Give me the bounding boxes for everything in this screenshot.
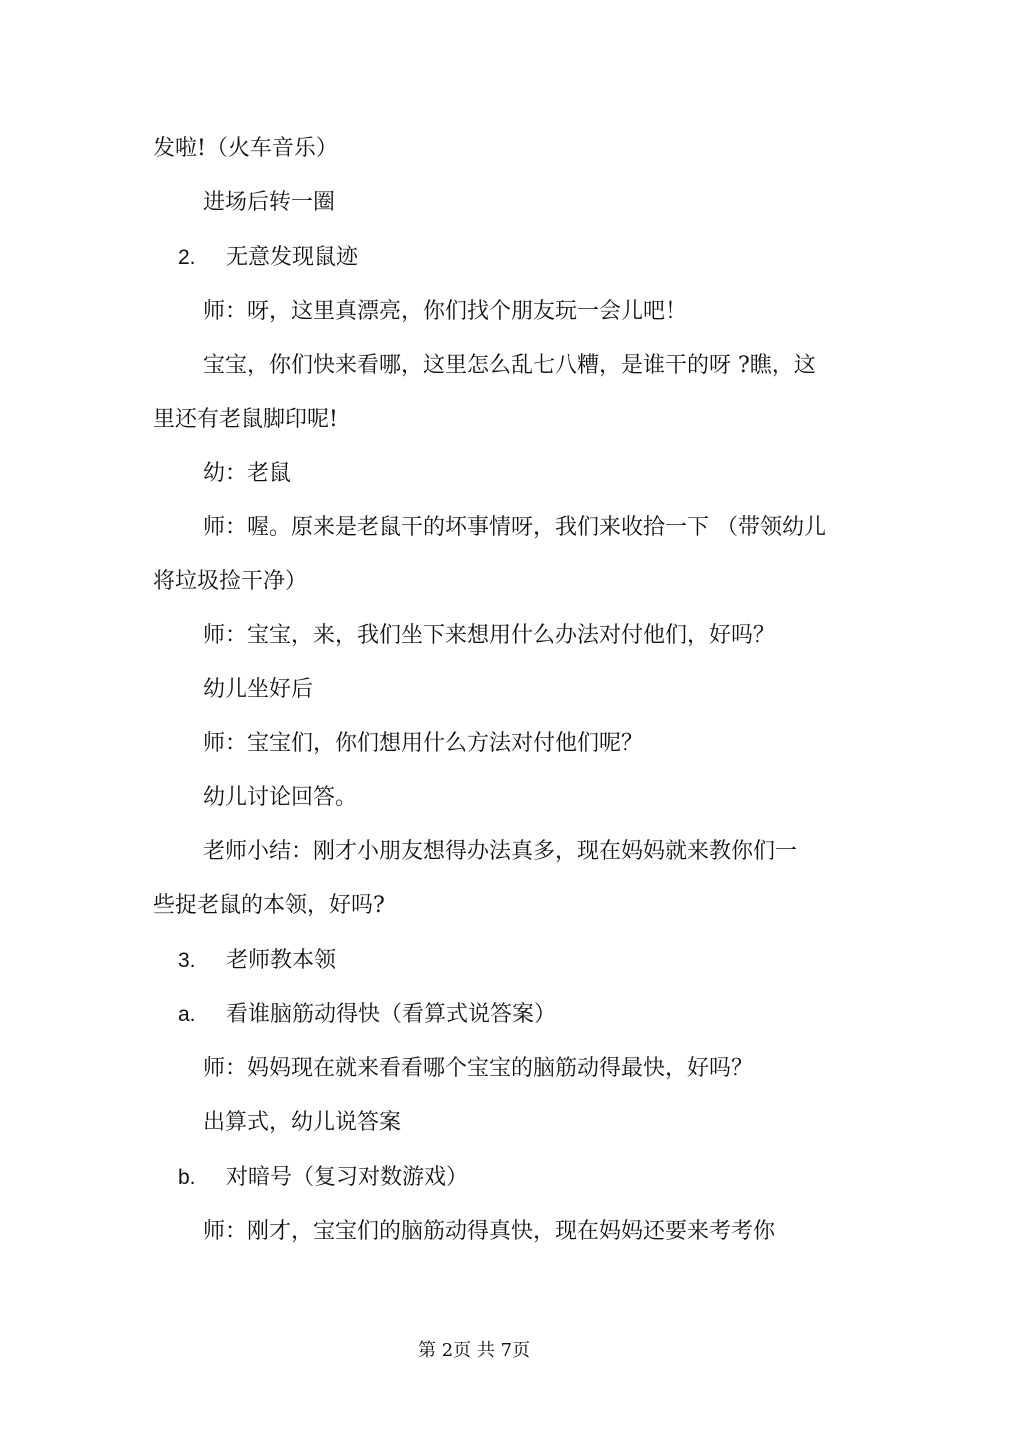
page-footer: 第 2页 共 7页 (418, 1340, 531, 1361)
text-line: 师：刚才，宝宝们的脑筋动得真快，现在妈妈还要来考考你 (203, 1219, 776, 1244)
list-marker: 2. (178, 246, 196, 269)
list-marker: a. (178, 1003, 196, 1026)
text-line: 幼儿坐好后 (203, 677, 314, 702)
text-line: 师：喔。原来是老鼠干的坏事情呀，我们来收拾一下 （带领幼儿 (203, 515, 826, 540)
text-line: 进场后转一圈 (203, 190, 336, 215)
text-line: 幼儿讨论回答。 (203, 785, 358, 810)
text-line: 些捉老鼠的本领，好吗? (153, 893, 385, 918)
list-marker: b. (178, 1166, 196, 1189)
text-line: 幼：老鼠 (203, 461, 292, 486)
text-line: 出算式，幼儿说答案 (203, 1110, 402, 1135)
text-line: 师：宝宝，来，我们坐下来想用什么办法对付他们，好吗？ (203, 623, 776, 648)
text-line: 里还有老鼠脚印呢! (153, 407, 338, 432)
text-line: 宝宝，你们快来看哪，这里怎么乱七八糟，是谁干的呀 ?瞧，这 (203, 353, 816, 378)
section-heading: 无意发现鼠迹 (226, 245, 359, 270)
text-line: 师：宝宝们，你们想用什么方法对付他们呢？ (203, 731, 644, 756)
text-line: 师：妈妈现在就来看看哪个宝宝的脑筋动得最快，好吗？ (203, 1056, 754, 1081)
list-marker: 3. (178, 949, 196, 972)
subsection-heading: 对暗号（复习对数游戏） (226, 1165, 469, 1190)
text-line: 老师小结：刚才小朋友想得办法真多，现在妈妈就来教你们一 (203, 839, 798, 864)
subsection-heading: 看谁脑筋动得快（看算式说答案） (226, 1002, 557, 1027)
text-line: 师：呀，这里真漂亮，你们找个朋友玩一会儿吧！ (203, 299, 688, 324)
section-heading: 老师教本领 (226, 948, 337, 973)
text-line: 将垃圾捡干净） (153, 569, 308, 594)
text-line: 发啦!（火车音乐） (153, 136, 338, 161)
